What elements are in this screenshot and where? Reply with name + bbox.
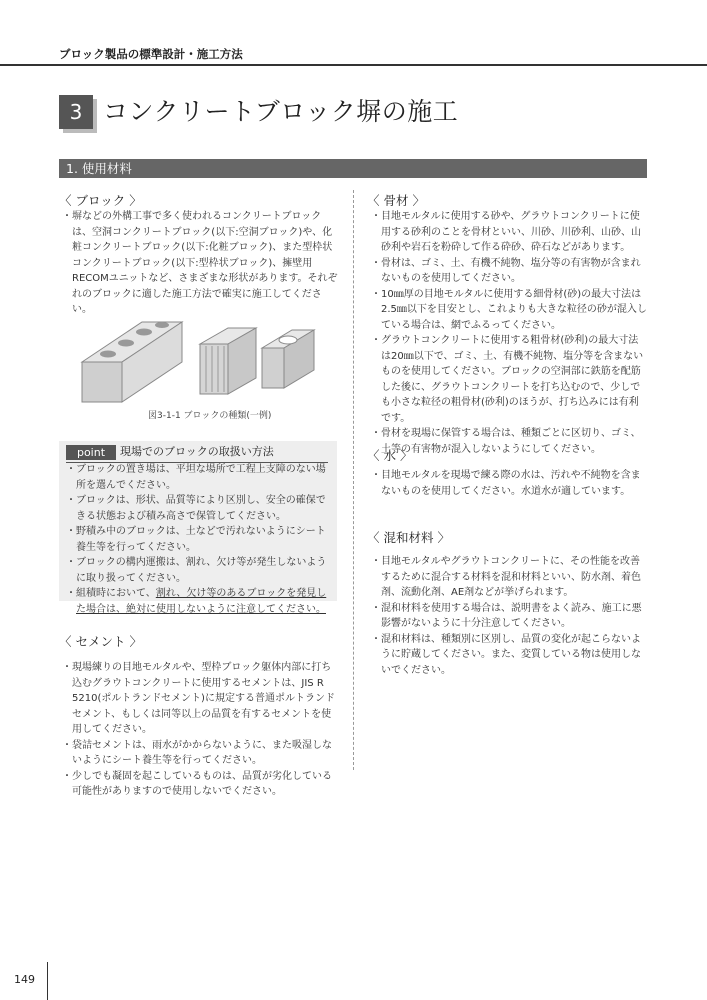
block-text xyxy=(62,209,340,318)
admixture-text xyxy=(371,554,648,678)
form-block-illustration xyxy=(262,330,314,388)
cement-heading: 〈 セメント 〉 xyxy=(59,634,142,649)
aggregate-item: ・グラウトコンクリートに使用する粗骨材(砂利)の最大寸法は20㎜以下で、ゴミ、土、有機不純物、塩分等を含まないものを使用してください。ブロックの空洞部に鉄筋を配筋した後に、グラウトコンクリートを打ち込むので、少しでも小さな粒径の粗骨材(砂利)のほうが、打ち込みには有利です。 xyxy=(371,335,644,424)
block-item: ・塀などの外構工事で多く使われるコンクリートブロックは、空洞コンクリートブロック(以下:空洞ブロック)や、化粧コンクリートブロック(以下:化粧ブロック)、また型枠状コンクリートブロック(以下:型枠状ブロック)、擁壁用RECOMユニットなど、さまざまな形状があります。それぞれのブロックに適した施工方法で確実に施工してください。 xyxy=(62,211,338,315)
aggregate-item: ・10㎜厚の目地モルタルに使用する細骨材(砂)の最大寸法は2.5㎜以下を目安とし、これよりも大きな粒径の砂が混入している場合は、網でふるってください。 xyxy=(371,288,647,331)
aggregate-text xyxy=(371,209,648,457)
block-heading: 〈 ブロック 〉 xyxy=(59,193,142,208)
admixture-item: ・混和材料は、種類別に区別し、品質の変化が起こらないように貯蔵してください。また、変質している物は使用しないでください。 xyxy=(371,633,641,676)
hollow-block-illustration xyxy=(82,322,182,402)
point-text xyxy=(66,462,328,617)
decorative-block-illustration xyxy=(200,328,256,394)
section-number-badge: 3 xyxy=(59,95,93,129)
water-heading: 〈 水 〉 xyxy=(367,448,413,463)
point-title: 現場でのブロックの取扱い方法 xyxy=(120,445,274,458)
point-item: ・ブロックの置き場は、平坦な場所で工程上支障のない場所を選んでください。 xyxy=(66,464,326,491)
point-item: ・野積み中のブロックは、土などで汚れないようにシート養生等を行ってください。 xyxy=(66,526,326,553)
cement-item: ・袋詰セメントは、雨水がかからないように、また吸湿しないようにシート養生等を行ってください。 xyxy=(62,739,332,766)
aggregate-item: ・骨材を現場に保管する場合は、種類ごとに区切り、ゴミ、土等の有害物が混入しないようにしてください。 xyxy=(371,428,641,455)
water-text xyxy=(371,468,648,499)
column-divider xyxy=(353,190,354,770)
point-item: ・ブロックの構内運搬は、割れ、欠け等が発生しないように取り扱ってください。 xyxy=(66,557,327,584)
page-number: 149 xyxy=(14,973,35,986)
cement-text xyxy=(62,660,340,800)
point-item-warning xyxy=(66,586,328,617)
page-number-rule xyxy=(47,962,48,1000)
header-rule xyxy=(0,64,707,66)
cement-item: ・現場練りの目地モルタルや、型枠ブロック躯体内部に打ち込むグラウトコンクリートに使用するセメントは、JIS R 5210(ポルトランドセメント)に規定する普通ポルトランドセメント、もしくは同等以上の品質を有するセメントを使用してください。 xyxy=(62,662,335,735)
aggregate-heading: 〈 骨材 〉 xyxy=(367,193,425,208)
running-header: ブロック製品の標準設計・施工方法 xyxy=(59,47,243,61)
point-label: point xyxy=(66,445,116,460)
point-warning-prefix: ・組積時において、 xyxy=(66,588,156,599)
admixture-item: ・混和材料を使用する場合は、説明書をよく読み、施工に悪影響がないように十分注意してください。 xyxy=(371,602,642,629)
block-types-figure xyxy=(78,314,318,406)
section-title: コンクリートブロック塀の施工 xyxy=(103,97,459,126)
subsection-bar: 1. 使用材料 xyxy=(59,159,647,178)
admixture-heading: 〈 混和材料 〉 xyxy=(367,530,450,545)
point-warning-emphasis: 割れ、欠け等のあるブロックを発見した場合は、絶対に使用しないように注意してください。 xyxy=(76,588,327,615)
aggregate-item: ・目地モルタルに使用する砂や、グラウトコンクリートに使用する砂利のことを骨材といい、川砂、川砂利、山砂、山砂利や岩石を粉砕して作る砕砂、砕石などがあります。 xyxy=(371,211,641,253)
cement-item: ・少しでも凝固を起こしているものは、品質が劣化している可能性がありますので使用しないでください。 xyxy=(62,770,332,797)
point-item: ・ブロックは、形状、品質等により区別し、安全の確保できる状態および積み高さで保管してください。 xyxy=(66,495,326,522)
water-item: ・目地モルタルを現場で練る際の水は、汚れや不純物を含まないものを使用してください。水道水が適しています。 xyxy=(371,470,641,497)
aggregate-item: ・骨材は、ゴミ、土、有機不純物、塩分等の有害物が含まれないものを使用してください。 xyxy=(371,257,641,284)
figure-caption: 図3-1-1 ブロックの種類(一例) xyxy=(148,411,272,421)
admixture-item: ・目地モルタルやグラウトコンクリートに、その性能を改善するために混合する材料を混和材料といい、防水剤、着色剤、流動化剤、AE剤などが挙げられます。 xyxy=(371,556,641,598)
